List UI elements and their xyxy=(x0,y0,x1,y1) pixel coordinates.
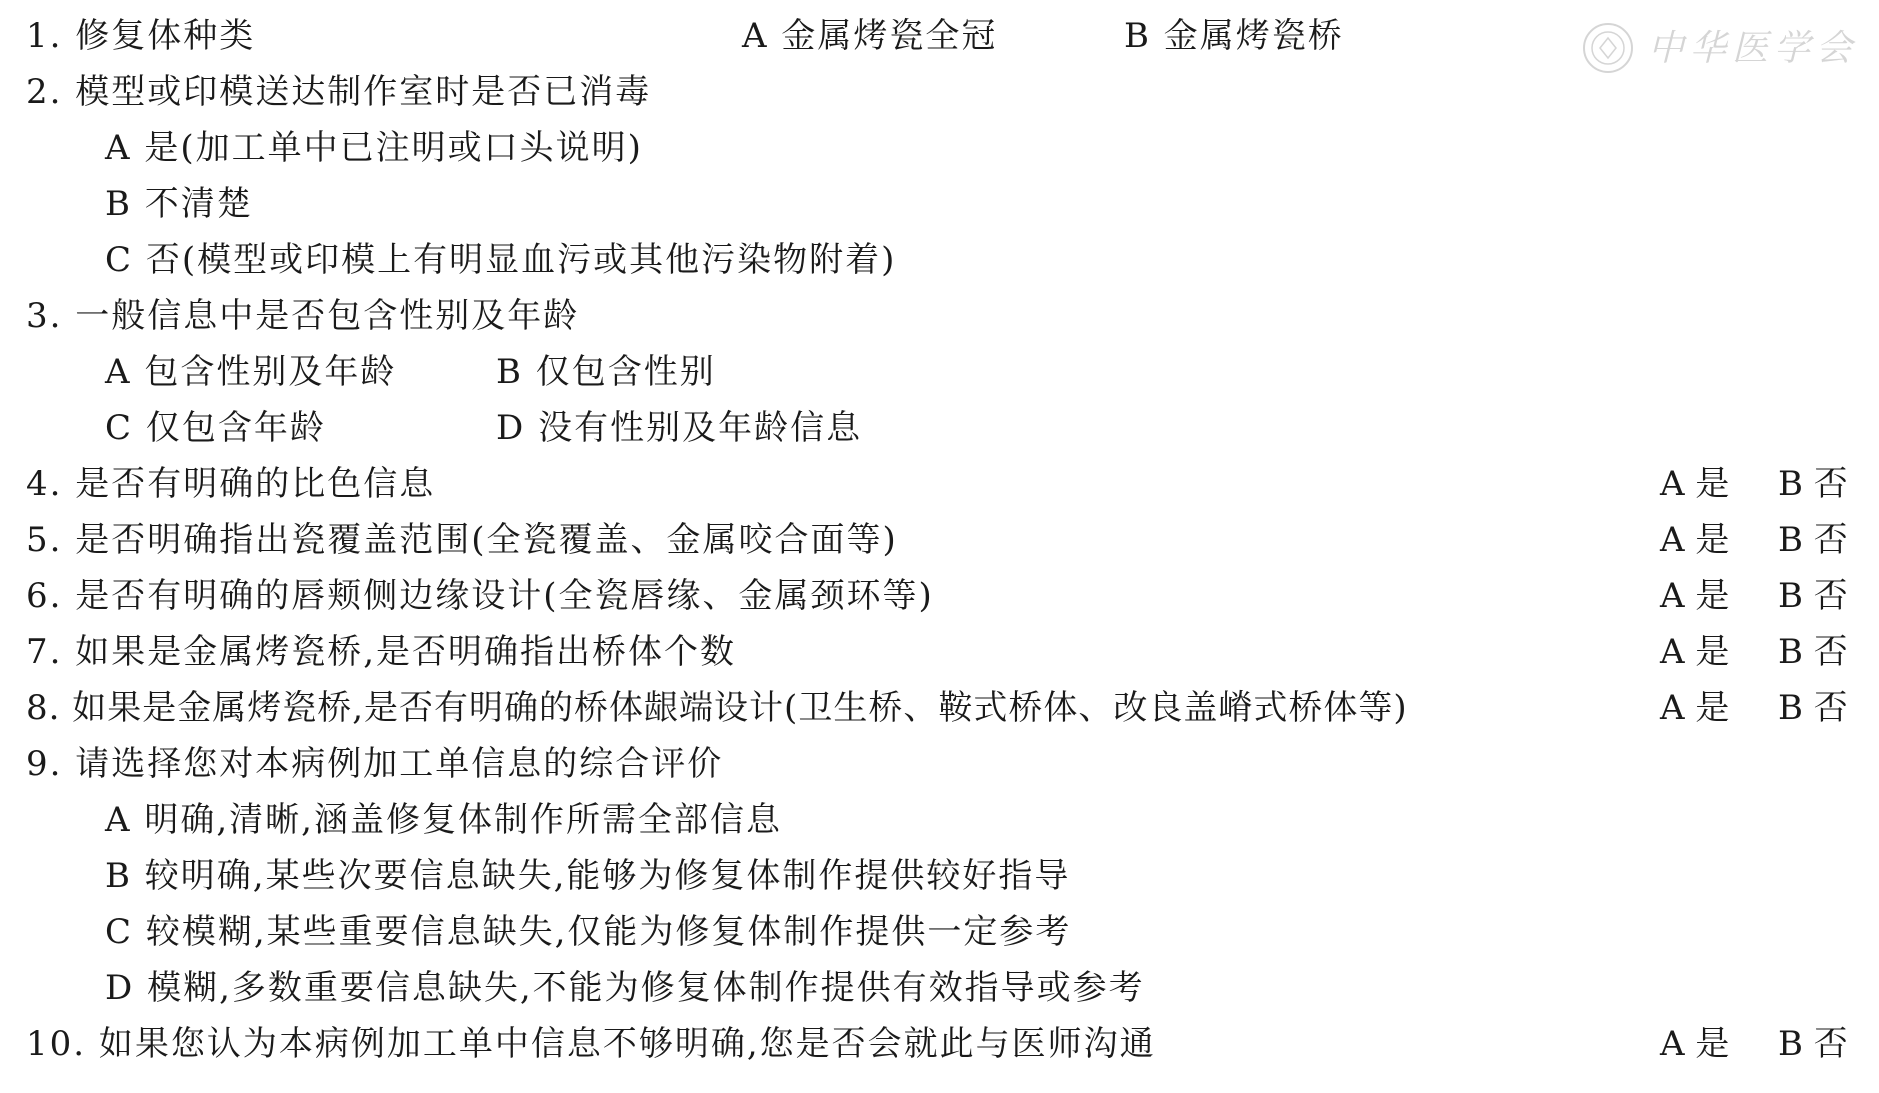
question-8-no-option[interactable]: B 否 xyxy=(1778,688,1848,728)
watermark-logo xyxy=(1578,18,1878,78)
question-7-no-option[interactable]: B 否 xyxy=(1778,632,1848,672)
question-4-yes-option[interactable]: A 是 xyxy=(1660,464,1730,504)
question-4-no-option[interactable]: B 否 xyxy=(1778,464,1848,504)
question-2-option-b[interactable]: B 不清楚 xyxy=(105,184,253,224)
question-9-label: 9. 请选择您对本病例加工单信息的综合评价 xyxy=(26,744,724,784)
question-10-label: 10. 如果您认为本病例加工单中信息不够明确,您是否会就此与医师沟通 xyxy=(26,1024,1156,1064)
question-9-option-d[interactable]: D 模糊,多数重要信息缺失,不能为修复体制作提供有效指导或参考 xyxy=(105,968,1145,1008)
question-1-option-b[interactable]: B 金属烤瓷桥 xyxy=(1124,16,1344,56)
question-9-option-a[interactable]: A 明确,清晰,涵盖修复体制作所需全部信息 xyxy=(105,800,782,840)
question-8-label: 8. 如果是金属烤瓷桥,是否有明确的桥体龈端设计(卫生桥、鞍式桥体、改良盖嵴式桥体等) xyxy=(26,688,1408,728)
question-3-option-b[interactable]: B 仅包含性别 xyxy=(496,352,716,392)
question-6-no-option[interactable]: B 否 xyxy=(1778,576,1848,616)
question-2-option-c[interactable]: C 否(模型或印模上有明显血污或其他污染物附着) xyxy=(105,240,897,280)
question-7-yes-option[interactable]: A 是 xyxy=(1660,632,1730,672)
question-2-label: 2. 模型或印模送达制作室时是否已消毒 xyxy=(26,72,652,112)
question-9-option-c[interactable]: C 较模糊,某些重要信息缺失,仅能为修复体制作提供一定参考 xyxy=(105,912,1072,952)
question-5-no-option[interactable]: B 否 xyxy=(1778,520,1848,560)
question-10-yes-option[interactable]: A 是 xyxy=(1660,1024,1730,1064)
question-5-yes-option[interactable]: A 是 xyxy=(1660,520,1730,560)
question-1-label: 1. 修复体种类 xyxy=(26,16,256,56)
question-3-option-a[interactable]: A 包含性别及年龄 xyxy=(105,352,397,392)
question-2-option-a[interactable]: A 是(加工单中已注明或口头说明) xyxy=(105,128,643,168)
question-3-label: 3. 一般信息中是否包含性别及年龄 xyxy=(26,296,580,336)
question-3-option-d[interactable]: D 没有性别及年龄信息 xyxy=(496,408,863,448)
question-9-option-b[interactable]: B 较明确,某些次要信息缺失,能够为修复体制作提供较好指导 xyxy=(105,856,1071,896)
question-7-label: 7. 如果是金属烤瓷桥,是否明确指出桥体个数 xyxy=(26,632,737,672)
question-1-option-a[interactable]: A 金属烤瓷全冠 xyxy=(742,16,998,56)
question-6-yes-option[interactable]: A 是 xyxy=(1660,576,1730,616)
question-8-yes-option[interactable]: A 是 xyxy=(1660,688,1730,728)
question-4-label: 4. 是否有明确的比色信息 xyxy=(26,464,436,504)
question-6-label: 6. 是否有明确的唇颊侧边缘设计(全瓷唇缘、金属颈环等) xyxy=(26,576,934,616)
question-3-option-c[interactable]: C 仅包含年龄 xyxy=(105,408,326,448)
svg-text:中华医学会: 中华医学会 xyxy=(1648,28,1859,69)
question-10-no-option[interactable]: B 否 xyxy=(1778,1024,1848,1064)
question-5-label: 5. 是否明确指出瓷覆盖范围(全瓷覆盖、金属咬合面等) xyxy=(26,520,898,560)
